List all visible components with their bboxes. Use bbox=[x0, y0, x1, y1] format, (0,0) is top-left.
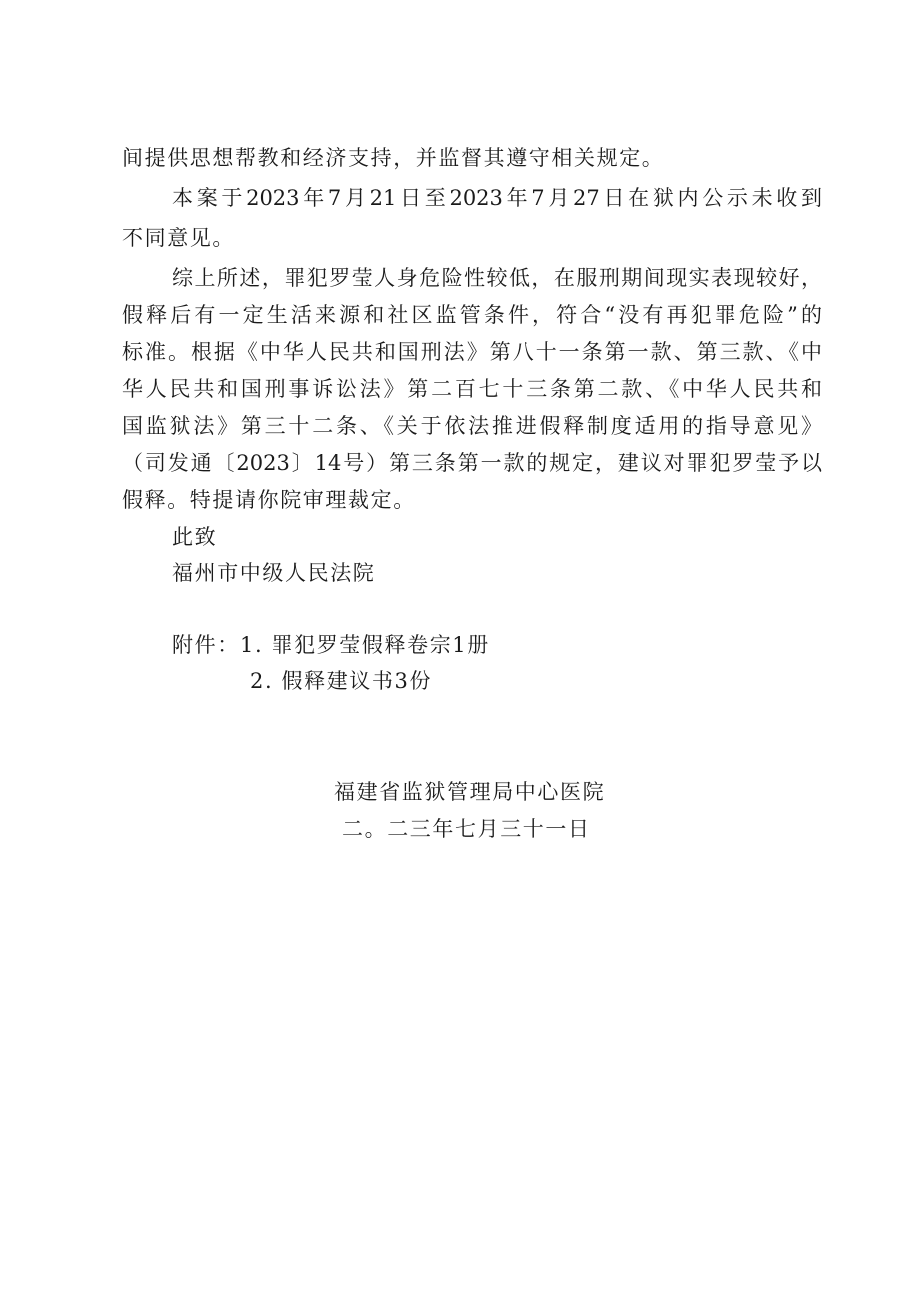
attachments-label: 附件： bbox=[172, 633, 240, 657]
body-line-8: 国监狱法》第三十二条、《关于依法推进假释制度适用的指导意见》 bbox=[122, 414, 822, 438]
body-line-6: 标准。根据《中华人民共和国刑法》第八十一条第一款、第三款、《中 bbox=[122, 340, 822, 364]
attachment-item-1: 1. 罪犯罗莹假释卷宗1册 bbox=[240, 633, 490, 657]
recipient: 福州市中级人民法院 bbox=[172, 561, 376, 585]
body-line-1: 间提供思想帮教和经济支持，并监督其遵守相关规定。 bbox=[122, 146, 665, 170]
issuer: 福建省监狱管理局中心医院 bbox=[334, 780, 606, 804]
salutation: 此致 bbox=[172, 525, 218, 549]
attachment-item-2: 2. 假释建议书3份 bbox=[250, 669, 433, 693]
body-line-3: 不同意见。 bbox=[122, 226, 235, 250]
body-line-10: 假释。特提请你院审理裁定。 bbox=[122, 488, 416, 512]
body-line-4: 综上所述，罪犯罗莹人身危险性较低，在服刑期间现实表现较好， bbox=[172, 266, 822, 290]
issue-date: 二。二三年七月三十一日 bbox=[342, 817, 591, 841]
body-line-5: 假释后有一定生活来源和社区监管条件，符合“没有再犯罪危险”的 bbox=[122, 303, 822, 327]
body-line-7: 华人民共和国刑事诉讼法》第二百七十三条第二款、《中华人民共和 bbox=[122, 377, 822, 401]
body-line-2: 本案于2023年7月21日至2023年7月27日在狱内公示未收到 bbox=[172, 186, 822, 210]
body-line-9: （司发通〔2023〕14号）第三条第一款的规定，建议对罪犯罗莹予以 bbox=[122, 451, 822, 475]
